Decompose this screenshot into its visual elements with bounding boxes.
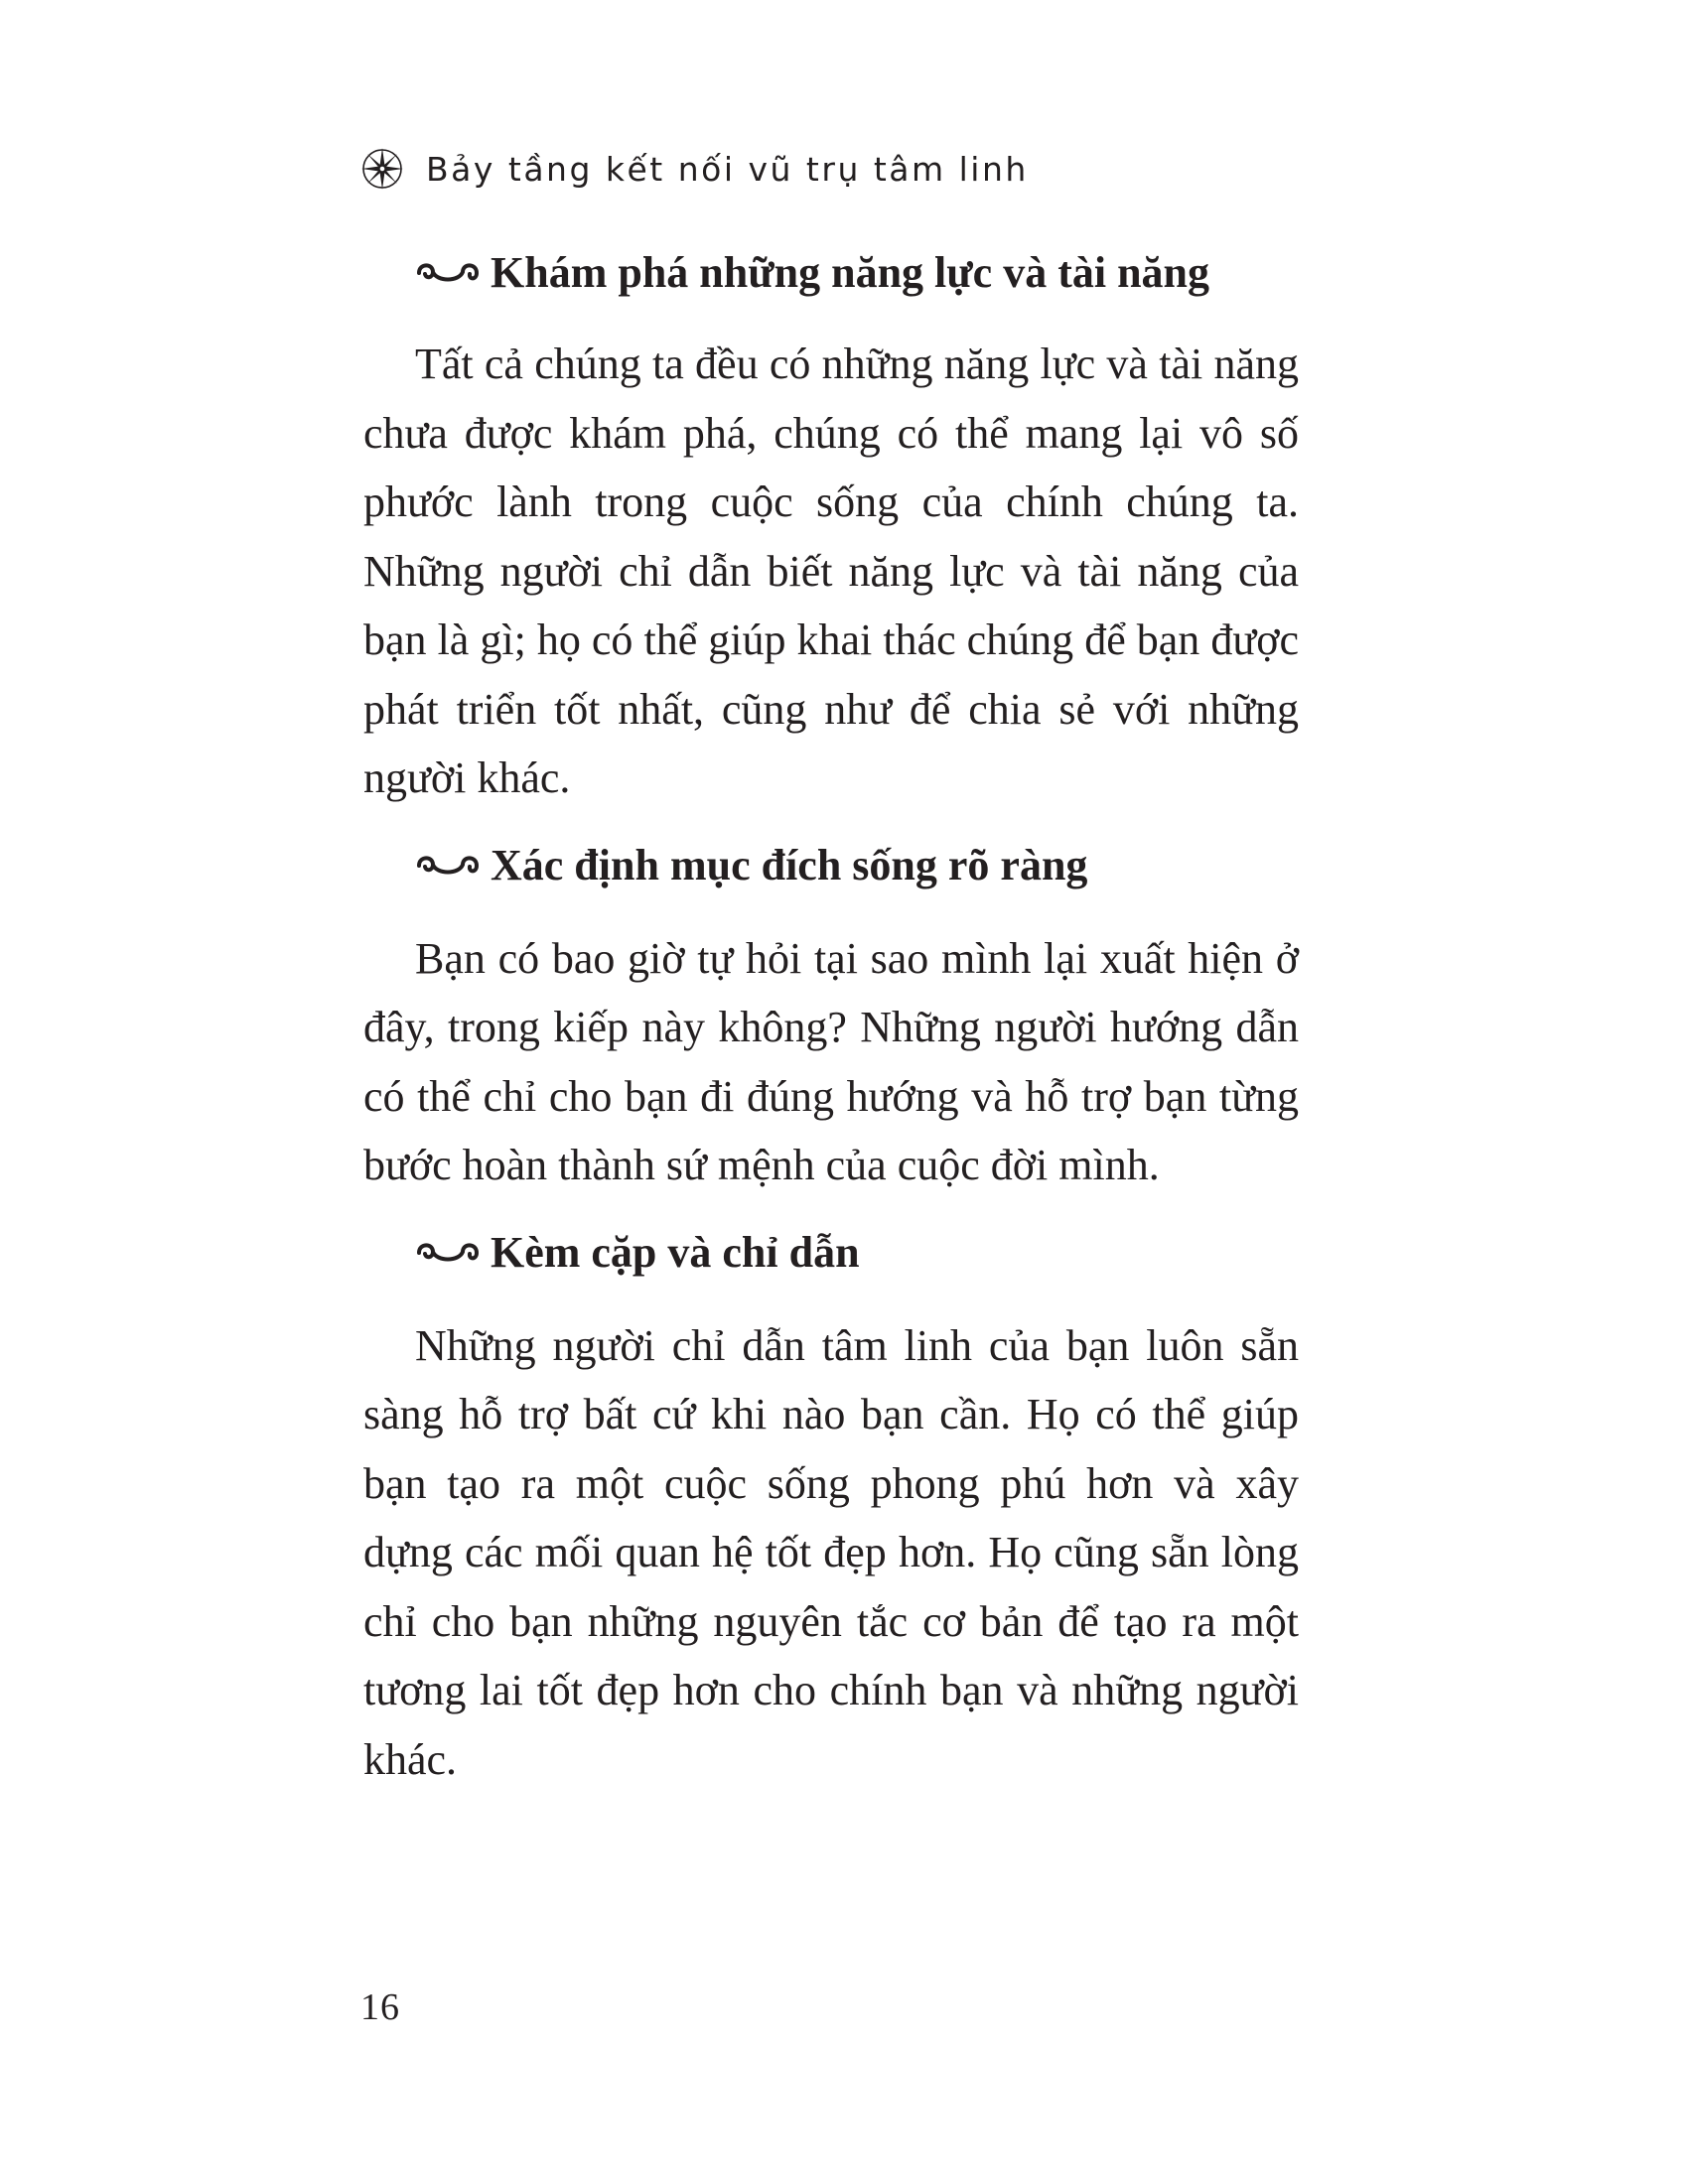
- section-paragraph: Tất cả chúng ta đều có những năng lực và tài năng chưa được khám phá, chúng có thể mang lại vô số phước lành trong cuộc sống của chính chúng ta. Những người chỉ dẫn biết năng lực và tài năng của bạn là gì; họ có thể giúp khai thác chúng để bạn được phát triển tốt nhất, cũng như để chia sẻ với những người khác.: [363, 340, 1299, 802]
- section-paragraph: Những người chỉ dẫn tâm linh của bạn luôn sẵn sàng hỗ trợ bất cứ khi nào bạn cần. Họ có thể giúp bạn tạo ra một cuộc sống phong phú hơn và xây dựng các mối quan hệ tốt đẹp hơn. Họ cũng sẵn lòng chỉ cho bạn những nguyên tắc cơ bản để tạo ra một tương lai tốt đẹp hơn cho chính bạn và những người khác.: [363, 1320, 1299, 1784]
- section-heading: [415, 1216, 1299, 1290]
- section-heading-text: Xác định mục đích sống rõ ràng: [491, 840, 1088, 889]
- section-heading: [415, 829, 1299, 902]
- scroll-ornament-icon: [415, 258, 481, 288]
- page-body: [363, 236, 1299, 1794]
- running-head-title: Bảy tầng kết nối vũ trụ tâm linh: [426, 149, 1029, 189]
- section-heading-text: Khám phá những năng lực và tài năng: [491, 248, 1210, 297]
- scroll-ornament-icon: [415, 1238, 481, 1268]
- section-heading-text: Kèm cặp và chỉ dẫn: [491, 1227, 860, 1277]
- section-paragraph: Bạn có bao giờ tự hỏi tại sao mình lại xuất hiện ở đây, trong kiếp này không? Những người hướng dẫn có thể chỉ cho bạn đi đúng hướng và hỗ trợ bạn từng bước hoàn thành sứ mệnh của cuộc đời mình.: [363, 933, 1299, 1189]
- scroll-ornament-icon: [415, 851, 481, 881]
- page-number: 16: [360, 1986, 400, 2028]
- section-heading: [415, 236, 1299, 310]
- running-head: [360, 144, 1029, 194]
- star-compass-icon: [360, 147, 404, 191]
